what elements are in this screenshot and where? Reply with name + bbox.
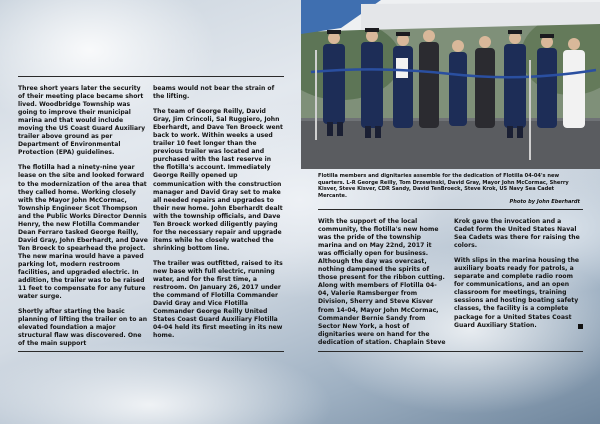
paragraph: The team of George Reilly, David Gray, Jim Crincoli, Sal Ruggiero, John Eberhardt, and Dave Ten Broeck went back to work. Within weeks a used trailer 10 feet longer than the previous trailer was located and purchased with the last reserve in the flotilla's account. Immediately George Reilly opened up communication with the construction manager and David Gray set to make all needed repairs and upgrades to their new home. John Eberhardt dealt with the township officials, and Dave Ten Broeck worked diligently paying for the necessary repair and upgrade items while he closely watched the shrinking bottom line. [153, 108, 283, 252]
top-rule-right [318, 209, 583, 210]
article-column-1 [18, 85, 149, 355]
paragraph: Shortly after starting the basic planning of lifting the trailer on to an elevated foundation a major structural flaw was discovered. One of the main support [18, 308, 148, 348]
article-column-4 [454, 218, 583, 337]
top-rule-left [18, 76, 284, 77]
paragraph: The flotilla had a ninety-nine year lease on the site and looked forward to the modernization of the area that they called home. Working closely with the Mayor John McCormac, Township Engineer Scot Thompson and the Public Works Director Dennis Henry, the new Flotilla Commander Dean Ferraro tasked George Reilly, David Gray, John Eberhardt, and Dave Ten Broeck to spearhead the project. The new marina would have a paved parking lot, modern restroom facilities, and upgraded electric. In addition, the trailer was to be raised 11 feet to compensate for any future water surge. [18, 164, 148, 301]
photo-caption [318, 173, 580, 206]
paragraph: Three short years later the security of their meeting place became short lived. Woodbridge Township was going to improve their municipal marina and that would include moving the US Coast Guard Auxiliary trailer above ground as per Department of Environmental Protection (EPA) guidelines. [18, 85, 146, 157]
paragraph: With the support of the local community, the flotilla's new home was the pride of the township marina and on May 22nd, 2017 it was officially open for business. Although the day was overcast, nothing dampened the spirits of those present for the ribbon cutting. Along with members of Flotilla 04-04, Valerie Ramsberger from Division, Sherry and Steve Kisver from 14-04, Mayor John McCormac, Commander Bernie Sandy from Sector New York, a host of dignitaries were on hand for the dedication of station. Chaplain Steve [318, 218, 446, 346]
paragraph: Krok gave the invocation and a Cadet form the United States Naval Sea Cadets was there for raising the colors. [454, 218, 580, 250]
dedication-photo [301, 0, 600, 169]
photo-credit: Photo by John Eberhardt [509, 199, 580, 205]
end-of-article-mark [578, 324, 583, 329]
paragraph: With slips in the marina housing the auxiliary boats ready for patrols, a separate and complete radio room for communications, and an open classroom for meetings, training sessions and hosting boating safety classes, the facility is a complete package for a United States Coast Guard Auxiliary Station. [454, 257, 580, 329]
article-column-3 [318, 218, 446, 354]
paragraph: The trailer was outfitted, raised to its new base with full electric, running water, and for the first time, a restroom. On January 26, 2017 under the command of Flotilla Commander David Gray and Vice Flotilla Commander George Reilly United States Coast Guard Auxiliary Flotilla 04-04 held its first meeting in its new home. [153, 259, 283, 340]
paragraph: beams would not bear the strain of the lifting. [153, 85, 275, 101]
caption-text: Flotilla members and dignitaries assemble for the dedication of Flotilla 04-04's new quarters. L-R George Reilly, Tom Drzewinski, David Gray, Mayor John McCormac, Sherry Kisver, Steve Kisver, CDR Sandy, David TenBroeck, Steve Krok, US Navy Sea Cadet Mercante. [318, 173, 569, 199]
article-column-2 [153, 85, 284, 347]
